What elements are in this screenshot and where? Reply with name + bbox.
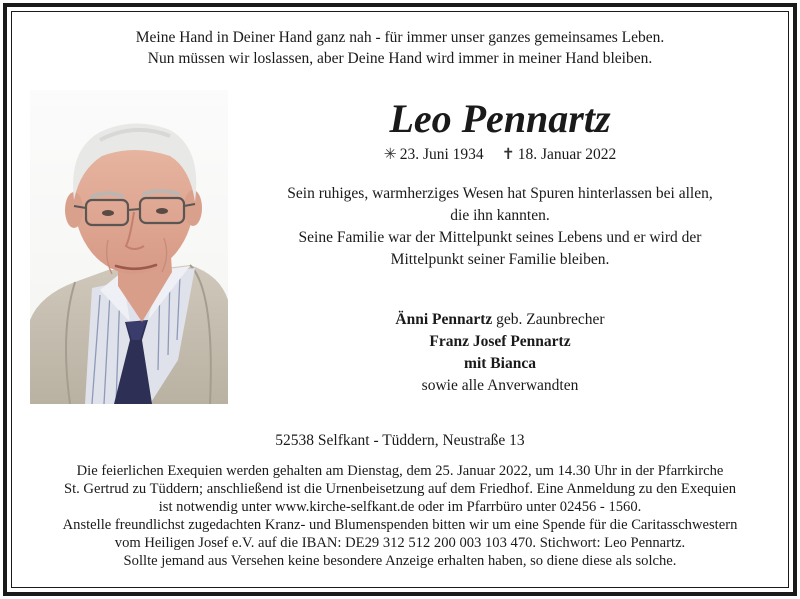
mourner-line	[300, 309, 700, 331]
mourner-maiden-name: geb. Zaunbrecher	[492, 311, 605, 328]
tribute-line: Seine Familie war der Mittelpunkt seines Lebens und er wird der	[298, 229, 702, 246]
notice-line: ist notwendig unter www.kirche-selfkant.de oder im Pfarrbüro unter 02456 - 1560.	[158, 499, 642, 515]
mourners	[300, 309, 700, 397]
mourner-name: mit Bianca	[464, 355, 536, 372]
mourner-line	[300, 331, 700, 353]
notice-line: St. Gertrud zu Tüddern; anschließend ist die Urnenbeisetzung auf dem Friedhof. Eine Anmeldung zu den Exequien	[63, 481, 737, 497]
notice-line: Sollte jemand aus Versehen keine besondere Anzeige erhalten haben, so diene diese als solche.	[123, 553, 677, 569]
tribute-line: die ihn kannten.	[450, 207, 550, 224]
funeral-notice	[20, 462, 780, 570]
notice-line: Anstelle freundlichst zugedachten Kranz- und Blumenspenden bitten wir um eine Spende für die Caritasschwestern	[62, 517, 738, 533]
deceased-name: Leo Pennartz	[389, 96, 611, 141]
life-dates	[250, 145, 750, 165]
motto-line: Nun müssen wir loslassen, aber Deine Hand wird immer in meiner Hand bleiben.	[147, 50, 653, 67]
tribute-text	[250, 183, 750, 271]
birth-star-icon: ✳	[383, 146, 397, 163]
tribute-line: Sein ruhiges, warmherziges Wesen hat Spuren hinterlassen bei allen,	[287, 185, 713, 202]
mourner-line	[300, 353, 700, 375]
notice-line: Die feierlichen Exequien werden gehalten am Dienstag, dem 25. Januar 2022, um 14.30 Uhr in der Pfarrkirche	[76, 463, 724, 479]
mourner-name: Änni Pennartz	[395, 311, 493, 328]
mourner-name: Franz Josef Pennartz	[429, 333, 571, 350]
tribute-line: Mittelpunkt seiner Familie bleiben.	[390, 251, 610, 268]
notice-line: vom Heiligen Josef e.V. auf die IBAN: DE29 312 512 200 003 103 470. Stichwort: Leo Pennartz.	[114, 535, 686, 551]
address: 52538 Selfkant - Tüddern, Neustraße 13	[275, 432, 525, 449]
motto	[20, 27, 780, 69]
cross-icon: ✝	[501, 146, 515, 163]
death-date: 18. Januar 2022	[517, 146, 617, 163]
portrait-photo	[30, 90, 228, 404]
mourner-others: sowie alle Anverwandten	[421, 377, 579, 394]
birth-date: 23. Juni 1934	[399, 146, 484, 163]
motto-line: Meine Hand in Deiner Hand ganz nah - für immer unser ganzes gemeinsames Leben.	[135, 29, 665, 46]
